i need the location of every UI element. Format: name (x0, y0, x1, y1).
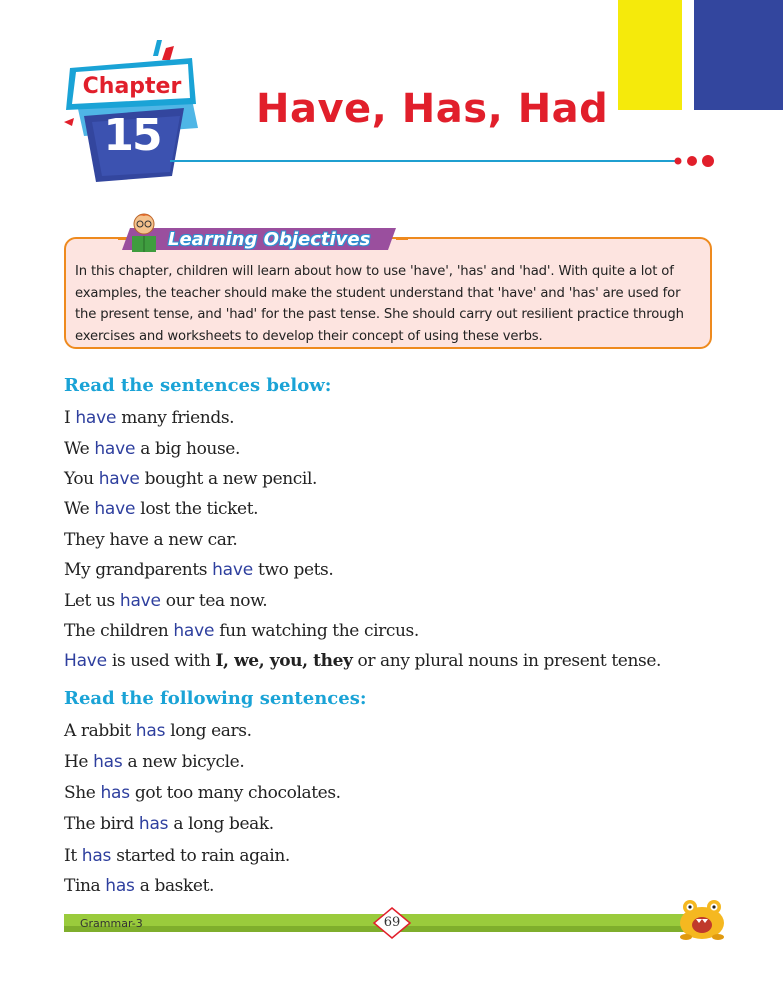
rule-sentence (64, 651, 661, 671)
section-heading: Read the following sentences: (64, 688, 367, 709)
sentence (64, 621, 419, 641)
section-heading: Read the sentences below: (64, 375, 332, 396)
verb-highlight: have (119, 591, 161, 611)
verb-highlight: have (75, 408, 117, 428)
objectives-line: In this chapter, children will learn about how to use 'have', 'has' and 'had'. With quite a lot of (75, 264, 674, 279)
sentence-text: is used with (106, 651, 216, 671)
verb-highlight: has (138, 814, 169, 834)
sentence-text: They have a new car. (64, 530, 238, 550)
sentence-text: We (64, 439, 95, 459)
pronoun-list: I, we, you, they (215, 651, 353, 671)
verb-highlight: has (105, 876, 135, 896)
sentence (64, 499, 258, 519)
yellow-decor-block (618, 0, 682, 110)
title-rule (170, 160, 680, 162)
sentence-text: It (64, 846, 82, 866)
sentence-text: lost the ticket. (135, 499, 259, 519)
objectives-text (75, 261, 715, 347)
page-title: Have, Has, Had (256, 86, 609, 132)
sentence-text: fun watching the circus. (214, 621, 419, 641)
sentence (64, 783, 341, 803)
sentence-text: a big house. (135, 439, 240, 459)
sentence (64, 814, 274, 834)
sentence-text: A rabbit (64, 721, 136, 741)
page-number: 69 (383, 915, 401, 930)
blue-decor-block (694, 0, 783, 110)
title-dots-decor (672, 152, 722, 170)
sentence-text: We (64, 499, 95, 519)
verb-highlight: has (135, 721, 166, 741)
sentence-text: I (64, 408, 76, 428)
sentence-text: Tina (64, 876, 106, 896)
sentence-text: or any plural nouns in present tense. (352, 651, 661, 671)
sentence-text: The bird (64, 814, 139, 834)
sentence-text: our tea now. (160, 591, 268, 611)
verb-highlight: has (81, 846, 112, 866)
sentence (64, 439, 240, 459)
sentence-text: The children (64, 621, 174, 641)
sentence-text: a new bicycle. (122, 752, 245, 772)
sentence (64, 408, 234, 428)
sentence-text: a long beak. (168, 814, 274, 834)
objectives-title: Learning Objectives (168, 229, 371, 250)
sentence-text: Let us (64, 591, 120, 611)
sentence-text: You (64, 469, 99, 489)
objectives-line: exercises and worksheets to develop their concept of using these verbs. (75, 328, 543, 344)
verb-highlight: have (94, 439, 136, 459)
sentence-text: got too many chocolates. (129, 783, 341, 803)
sentence (64, 752, 244, 772)
chapter-badge (62, 38, 202, 188)
sentence (64, 876, 214, 896)
sentence-text: two pets. (253, 560, 334, 580)
sentence-text: started to rain again. (111, 846, 290, 866)
objectives-line: examples, the teacher should make the student understand that 'have' and 'has' are used for (75, 285, 681, 301)
sentence (64, 530, 237, 550)
sentence-text: a basket. (134, 876, 215, 896)
sentence (64, 560, 333, 580)
sentence (64, 721, 252, 741)
chapter-label: Chapter (82, 74, 182, 99)
sentence-text: She (64, 783, 101, 803)
sentence-text: My grandparents (64, 560, 213, 580)
verb-highlight: has (93, 752, 123, 772)
mascot-monster-icon (672, 893, 732, 941)
sentence-text: He (64, 752, 94, 772)
sentence (64, 469, 317, 489)
sentence (64, 846, 290, 866)
objectives-line: the present tense, and 'had' for the past tense. She should carry out resilient practice through (75, 307, 684, 322)
verb-highlight: have (94, 499, 136, 519)
sentence-text: long ears. (165, 721, 252, 741)
sentence-text: many friends. (116, 408, 235, 428)
footer-book-label: Grammar-3 (80, 917, 143, 930)
verb-highlight: has (100, 783, 130, 803)
sentence-text: bought a new pencil. (139, 469, 317, 489)
verb-highlight: have (173, 621, 215, 641)
sentence (64, 591, 267, 611)
verb-highlight: Have (64, 651, 107, 671)
verb-highlight: have (98, 469, 140, 489)
chapter-number: 15 (103, 110, 161, 161)
verb-highlight: have (212, 560, 254, 580)
